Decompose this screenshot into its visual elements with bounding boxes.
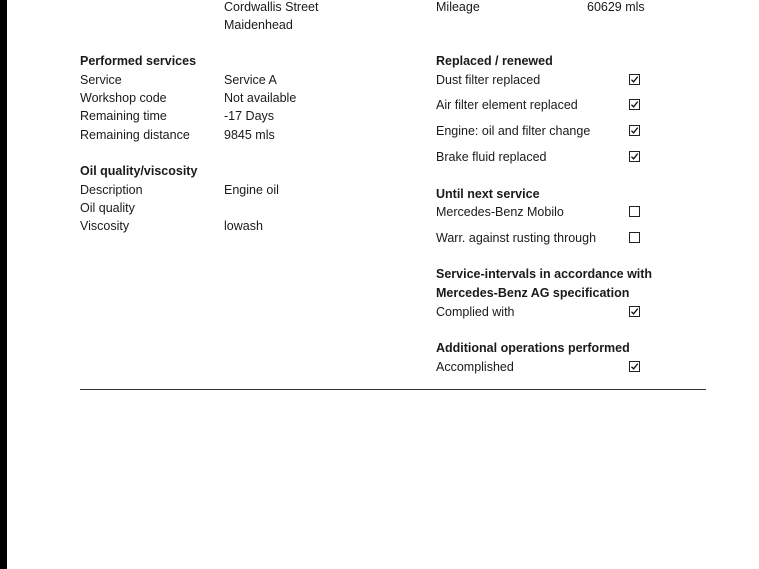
bottom-divider xyxy=(80,389,706,390)
oil-heading: Oil quality/viscosity xyxy=(80,164,198,178)
brake-fluid-checkbox[interactable] xyxy=(629,151,640,162)
mobilo-checkbox[interactable] xyxy=(629,206,640,217)
complied-with-checkbox[interactable] xyxy=(629,306,640,317)
dust-filter-label: Dust filter replaced xyxy=(436,73,541,87)
service-label: Service xyxy=(80,73,122,87)
until-next-heading: Until next service xyxy=(436,187,540,201)
service-record-page xyxy=(7,0,759,569)
air-filter-label: Air filter element replaced xyxy=(436,98,578,112)
air-filter-checkbox[interactable] xyxy=(629,99,640,110)
remaining-distance-value: 9845 mls xyxy=(224,128,275,142)
checkmark-icon xyxy=(630,152,639,161)
oil-quality-label: Oil quality xyxy=(80,201,135,215)
replaced-heading: Replaced / renewed xyxy=(436,54,553,68)
intervals-heading-line1: Service-intervals in accordance with xyxy=(436,267,653,281)
brake-fluid-label: Brake fluid replaced xyxy=(436,150,547,164)
service-value: Service A xyxy=(224,73,277,87)
workshop-code-value: Not available xyxy=(224,91,297,105)
engine-oil-checkbox[interactable] xyxy=(629,125,640,136)
workshop-code-label: Workshop code xyxy=(80,91,167,105)
oil-description-label: Description xyxy=(80,183,143,197)
remaining-time-label: Remaining time xyxy=(80,109,167,123)
viscosity-label: Viscosity xyxy=(80,219,130,233)
accomplished-label: Accomplished xyxy=(436,360,514,374)
engine-oil-label: Engine: oil and filter change xyxy=(436,124,591,138)
viscosity-value: lowash xyxy=(224,219,263,233)
mobilo-label: Mercedes-Benz Mobilo xyxy=(436,205,564,219)
checkmark-icon xyxy=(630,100,639,109)
mileage-value: 60629 mls xyxy=(587,0,645,14)
intervals-heading-line2: Mercedes-Benz AG specification xyxy=(436,286,630,300)
checkmark-icon xyxy=(630,126,639,135)
oil-description-value: Engine oil xyxy=(224,183,279,197)
checkmark-icon xyxy=(630,307,639,316)
address-city: Maidenhead xyxy=(224,18,293,32)
rust-warranty-checkbox[interactable] xyxy=(629,232,640,243)
additional-heading: Additional operations performed xyxy=(436,341,630,355)
performed-services-heading: Performed services xyxy=(80,54,197,68)
rust-warranty-label: Warr. against rusting through xyxy=(436,231,597,245)
checkmark-icon xyxy=(630,362,639,371)
complied-with-label: Complied with xyxy=(436,305,515,319)
remaining-time-value: -17 Days xyxy=(224,109,275,123)
dust-filter-checkbox[interactable] xyxy=(629,74,640,85)
checkmark-icon xyxy=(630,75,639,84)
address-street: Cordwallis Street xyxy=(224,0,319,14)
accomplished-checkbox[interactable] xyxy=(629,361,640,372)
mileage-label: Mileage xyxy=(436,0,480,14)
remaining-distance-label: Remaining distance xyxy=(80,128,190,142)
